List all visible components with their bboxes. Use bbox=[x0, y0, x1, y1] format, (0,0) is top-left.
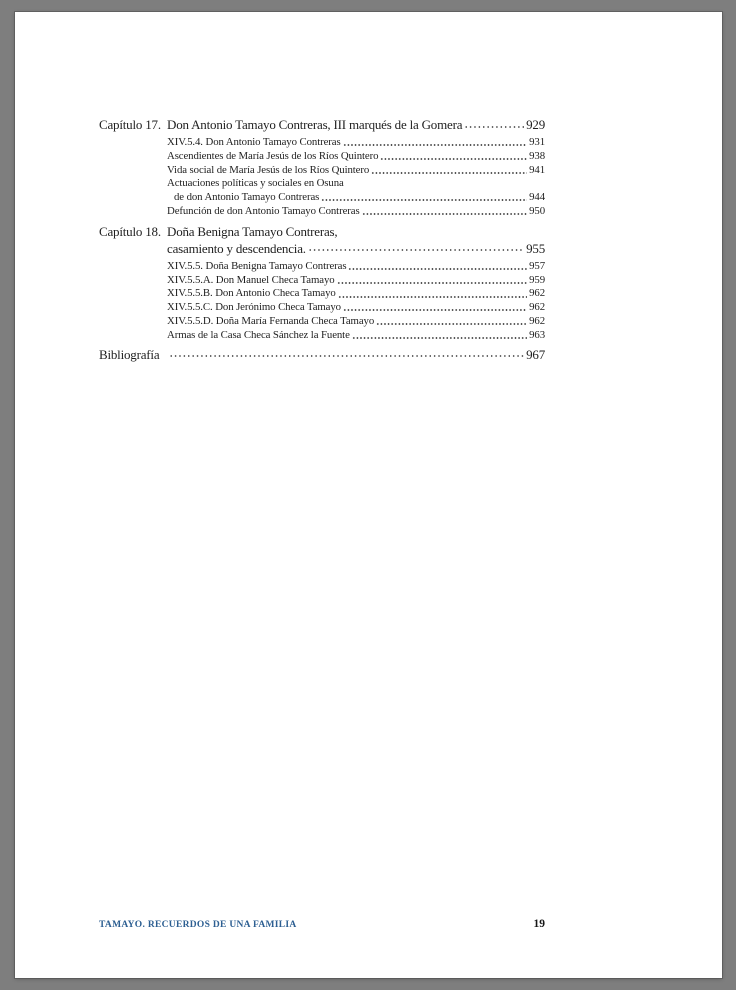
toc-entry bbox=[99, 274, 545, 288]
dot-leader bbox=[321, 191, 527, 205]
toc-entry-body bbox=[167, 177, 545, 191]
toc-entry-body bbox=[167, 116, 545, 133]
toc-entry-page: 957 bbox=[529, 259, 545, 272]
toc-entry-body bbox=[167, 205, 545, 219]
toc-entry bbox=[99, 191, 545, 205]
toc-entry-page: 944 bbox=[529, 191, 545, 204]
toc-entry bbox=[99, 177, 545, 191]
toc-entry-text: Vida social de María Jesús de los Ríos Quintero bbox=[167, 163, 370, 176]
toc-entry-body bbox=[167, 301, 545, 315]
toc-entry-text: XIV.5.5.C. Don Jerónimo Checa Tamayo bbox=[167, 301, 341, 314]
toc-entry-text: casamiento y descendencia. bbox=[167, 240, 306, 256]
dot-leader bbox=[371, 164, 527, 178]
toc-entry-page: 967 bbox=[526, 346, 545, 362]
page-number: 19 bbox=[533, 918, 545, 930]
dot-leader bbox=[338, 287, 527, 301]
toc-entry-body bbox=[167, 287, 545, 301]
toc-entry-text: Ascendientes de María Jesús de los Ríos Quintero bbox=[167, 149, 379, 162]
toc-entry bbox=[99, 240, 545, 257]
dot-leader bbox=[376, 315, 527, 329]
toc-entry-body bbox=[167, 346, 545, 363]
toc-entry-text: Defunción de don Antonio Tamayo Contreras bbox=[167, 204, 360, 217]
dot-leader bbox=[343, 301, 527, 315]
toc-entry-page: 962 bbox=[529, 287, 545, 300]
toc-entry bbox=[99, 329, 545, 343]
toc-entry bbox=[99, 260, 545, 274]
toc-entry bbox=[99, 287, 545, 301]
toc-entry-body bbox=[167, 315, 545, 329]
dot-leader bbox=[308, 240, 524, 257]
toc-entry bbox=[99, 116, 545, 133]
toc-entry-page: 962 bbox=[529, 314, 545, 327]
toc-entry-text: de don Antonio Tamayo Contreras bbox=[174, 191, 320, 204]
toc-entry bbox=[99, 136, 545, 150]
book-title: TAMAYO. RECUERDOS DE UNA FAMILIA bbox=[99, 920, 297, 930]
dot-leader bbox=[337, 274, 528, 288]
document-page bbox=[15, 12, 722, 978]
dot-leader bbox=[362, 205, 528, 219]
toc-entry bbox=[99, 223, 545, 240]
toc-entry-body bbox=[167, 329, 545, 343]
dot-leader bbox=[169, 346, 524, 363]
toc-entry-page: 950 bbox=[529, 204, 545, 217]
toc-entry bbox=[99, 301, 545, 315]
dot-leader bbox=[343, 136, 528, 150]
toc-entry-page: 959 bbox=[529, 273, 545, 286]
toc-entry-text: XIV.5.5.D. Doña María Fernanda Checa Tamayo bbox=[167, 314, 375, 327]
toc-entry-body bbox=[167, 164, 545, 178]
toc-entry-label: Bibliografía bbox=[99, 346, 160, 362]
toc-entry-page: 963 bbox=[529, 328, 545, 341]
toc-entry-text: Doña Benigna Tamayo Contreras, bbox=[167, 223, 338, 239]
toc-entry-page: 931 bbox=[529, 136, 545, 148]
table-of-contents bbox=[99, 116, 545, 363]
toc-entry-page: 938 bbox=[529, 149, 545, 162]
toc-entry-body bbox=[167, 274, 545, 288]
page-footer bbox=[99, 918, 545, 930]
toc-entry-body bbox=[167, 150, 545, 164]
toc-entry-body bbox=[167, 240, 545, 257]
toc-entry-text: XIV.5.5.B. Don Antonio Checa Tamayo bbox=[167, 287, 336, 300]
toc-entry bbox=[99, 164, 545, 178]
toc-entry-label: Capítulo 18. bbox=[99, 223, 161, 239]
toc-entry-text: XIV.5.5. Doña Benigna Tamayo Contreras bbox=[167, 259, 347, 272]
toc-entry-body bbox=[167, 223, 545, 240]
toc-entry-body bbox=[167, 136, 545, 150]
toc-entry-body bbox=[167, 260, 545, 274]
toc-entry-text: Armas de la Casa Checa Sánchez la Fuente bbox=[167, 328, 350, 341]
toc-entry-body bbox=[167, 191, 545, 205]
toc-entry-page: 941 bbox=[529, 163, 545, 176]
dot-leader bbox=[464, 116, 524, 133]
toc-entry-page: 962 bbox=[529, 301, 545, 314]
toc-entry-text: XIV.5.5.A. Don Manuel Checa Tamayo bbox=[167, 273, 335, 286]
toc-entry bbox=[99, 315, 545, 329]
toc-entry-text: XIV.5.4. Don Antonio Tamayo Contreras bbox=[167, 136, 341, 148]
toc-entry bbox=[99, 346, 545, 363]
toc-entry-text: Actuaciones políticas y sociales en Osuna bbox=[167, 177, 344, 190]
toc-entry-label: Capítulo 17. bbox=[99, 117, 161, 132]
dot-leader bbox=[380, 150, 527, 164]
toc-entry-page: 929 bbox=[526, 117, 545, 132]
toc-entry bbox=[99, 205, 545, 219]
toc-entry bbox=[99, 150, 545, 164]
toc-entry-text: Don Antonio Tamayo Contreras, III marqués de la Gomera bbox=[167, 117, 463, 132]
dot-leader bbox=[352, 329, 527, 343]
toc-entry-page: 955 bbox=[526, 240, 545, 256]
dot-leader bbox=[348, 260, 527, 274]
